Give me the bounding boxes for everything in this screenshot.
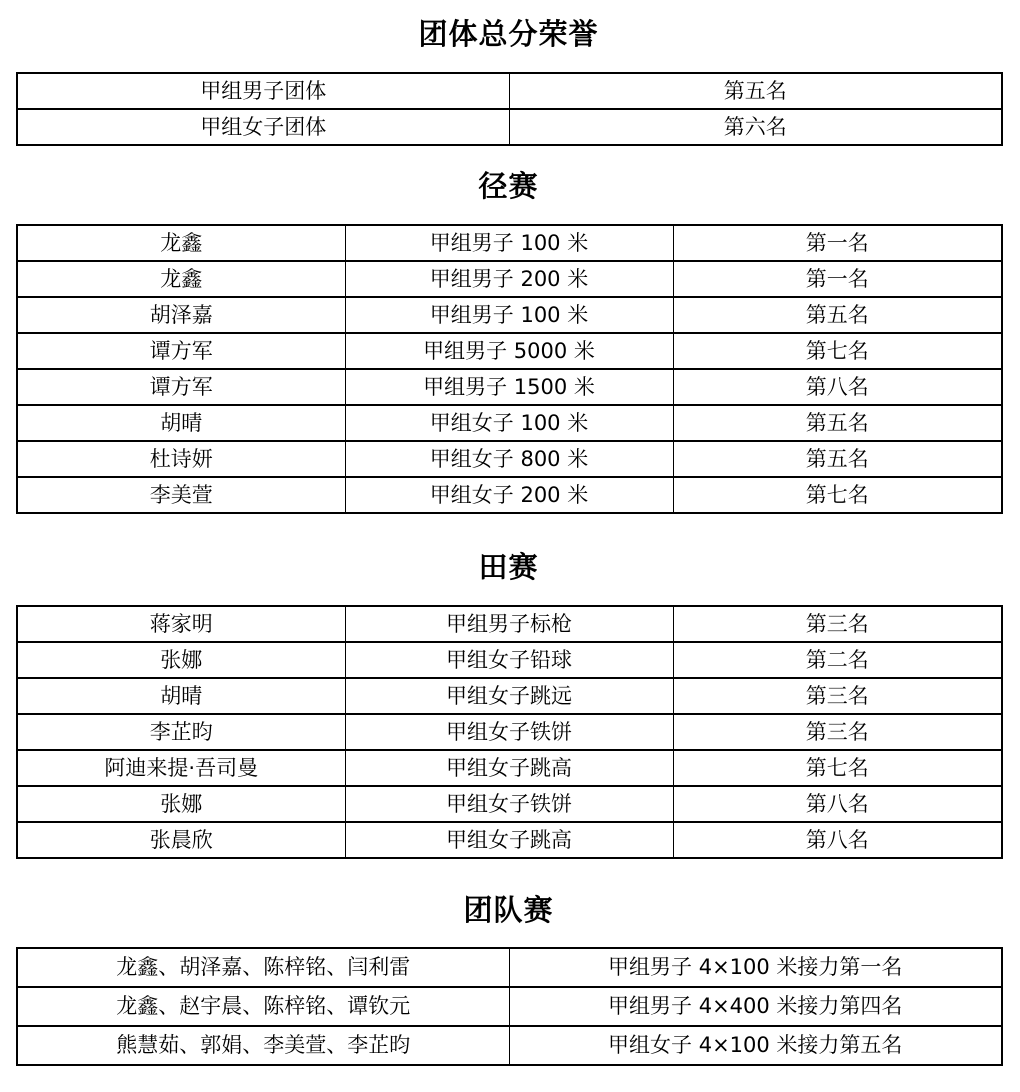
rank-cell: 第五名 (673, 441, 1002, 477)
table-row (17, 261, 1002, 297)
athlete-cell: 张晨欣 (17, 822, 345, 858)
track-results-table (16, 224, 1003, 514)
result-cell: 甲组男子 4×100 米接力第一名 (509, 948, 1002, 987)
table-row (17, 714, 1002, 750)
section-title-team: 团队赛 (463, 893, 554, 927)
athlete-cell: 阿迪来提·吾司曼 (17, 750, 345, 786)
event-cell: 甲组女子 200 米 (345, 477, 673, 513)
athlete-cell: 谭方军 (17, 333, 345, 369)
athlete-cell: 杜诗妍 (17, 441, 345, 477)
event-cell: 甲组女子铁饼 (345, 786, 673, 822)
overall-honors-table (16, 72, 1003, 146)
table-row (17, 333, 1002, 369)
athlete-cell: 李芷昀 (17, 714, 345, 750)
table-row (17, 948, 1002, 987)
field-results-table (16, 605, 1003, 859)
table-row (17, 109, 1002, 145)
table-row (17, 297, 1002, 333)
table-row (17, 822, 1002, 858)
rank-cell: 第二名 (673, 642, 1002, 678)
event-cell: 甲组男子团体 (17, 73, 509, 109)
event-cell: 甲组女子 800 米 (345, 441, 673, 477)
rank-cell: 第三名 (673, 678, 1002, 714)
rank-cell: 第七名 (673, 333, 1002, 369)
rank-cell: 第五名 (673, 297, 1002, 333)
event-cell: 甲组女子铁饼 (345, 714, 673, 750)
event-cell: 甲组男子 100 米 (345, 225, 673, 261)
table-row (17, 786, 1002, 822)
members-cell: 熊慧茹、郭娟、李美萱、李芷昀 (17, 1026, 509, 1065)
event-cell: 甲组男子标枪 (345, 606, 673, 642)
team-results-table (16, 947, 1003, 1066)
rank-cell: 第五名 (673, 405, 1002, 441)
event-cell: 甲组女子跳高 (345, 822, 673, 858)
members-cell: 龙鑫、胡泽嘉、陈梓铭、闫利雷 (17, 948, 509, 987)
table-row (17, 678, 1002, 714)
rank-cell: 第六名 (509, 109, 1002, 145)
event-cell: 甲组女子跳高 (345, 750, 673, 786)
event-cell: 甲组男子 5000 米 (345, 333, 673, 369)
athlete-cell: 胡晴 (17, 678, 345, 714)
table-row (17, 1026, 1002, 1065)
rank-cell: 第七名 (673, 477, 1002, 513)
table-row (17, 369, 1002, 405)
athlete-cell: 胡泽嘉 (17, 297, 345, 333)
athlete-cell: 谭方军 (17, 369, 345, 405)
event-cell: 甲组男子 100 米 (345, 297, 673, 333)
table-row (17, 441, 1002, 477)
event-cell: 甲组女子 100 米 (345, 405, 673, 441)
rank-cell: 第一名 (673, 225, 1002, 261)
section-title-field: 田赛 (478, 550, 539, 584)
rank-cell: 第一名 (673, 261, 1002, 297)
section-title-overall: 团体总分荣誉 (418, 17, 599, 51)
table-row (17, 73, 1002, 109)
rank-cell: 第八名 (673, 369, 1002, 405)
athlete-cell: 龙鑫 (17, 261, 345, 297)
athlete-cell: 龙鑫 (17, 225, 345, 261)
athlete-cell: 胡晴 (17, 405, 345, 441)
event-cell: 甲组女子跳远 (345, 678, 673, 714)
event-cell: 甲组男子 200 米 (345, 261, 673, 297)
rank-cell: 第七名 (673, 750, 1002, 786)
table-row (17, 405, 1002, 441)
members-cell: 龙鑫、赵宇晨、陈梓铭、谭钦元 (17, 987, 509, 1026)
athlete-cell: 张娜 (17, 642, 345, 678)
event-cell: 甲组男子 1500 米 (345, 369, 673, 405)
table-row (17, 750, 1002, 786)
table-row (17, 477, 1002, 513)
result-cell: 甲组男子 4×400 米接力第四名 (509, 987, 1002, 1026)
rank-cell: 第八名 (673, 786, 1002, 822)
rank-cell: 第三名 (673, 606, 1002, 642)
table-row (17, 606, 1002, 642)
result-cell: 甲组女子 4×100 米接力第五名 (509, 1026, 1002, 1065)
athlete-cell: 蒋家明 (17, 606, 345, 642)
rank-cell: 第五名 (509, 73, 1002, 109)
event-cell: 甲组女子团体 (17, 109, 509, 145)
rank-cell: 第八名 (673, 822, 1002, 858)
rank-cell: 第三名 (673, 714, 1002, 750)
event-cell: 甲组女子铅球 (345, 642, 673, 678)
athlete-cell: 张娜 (17, 786, 345, 822)
table-row (17, 225, 1002, 261)
table-row (17, 642, 1002, 678)
athlete-cell: 李美萱 (17, 477, 345, 513)
table-row (17, 987, 1002, 1026)
section-title-track: 径赛 (478, 169, 539, 203)
